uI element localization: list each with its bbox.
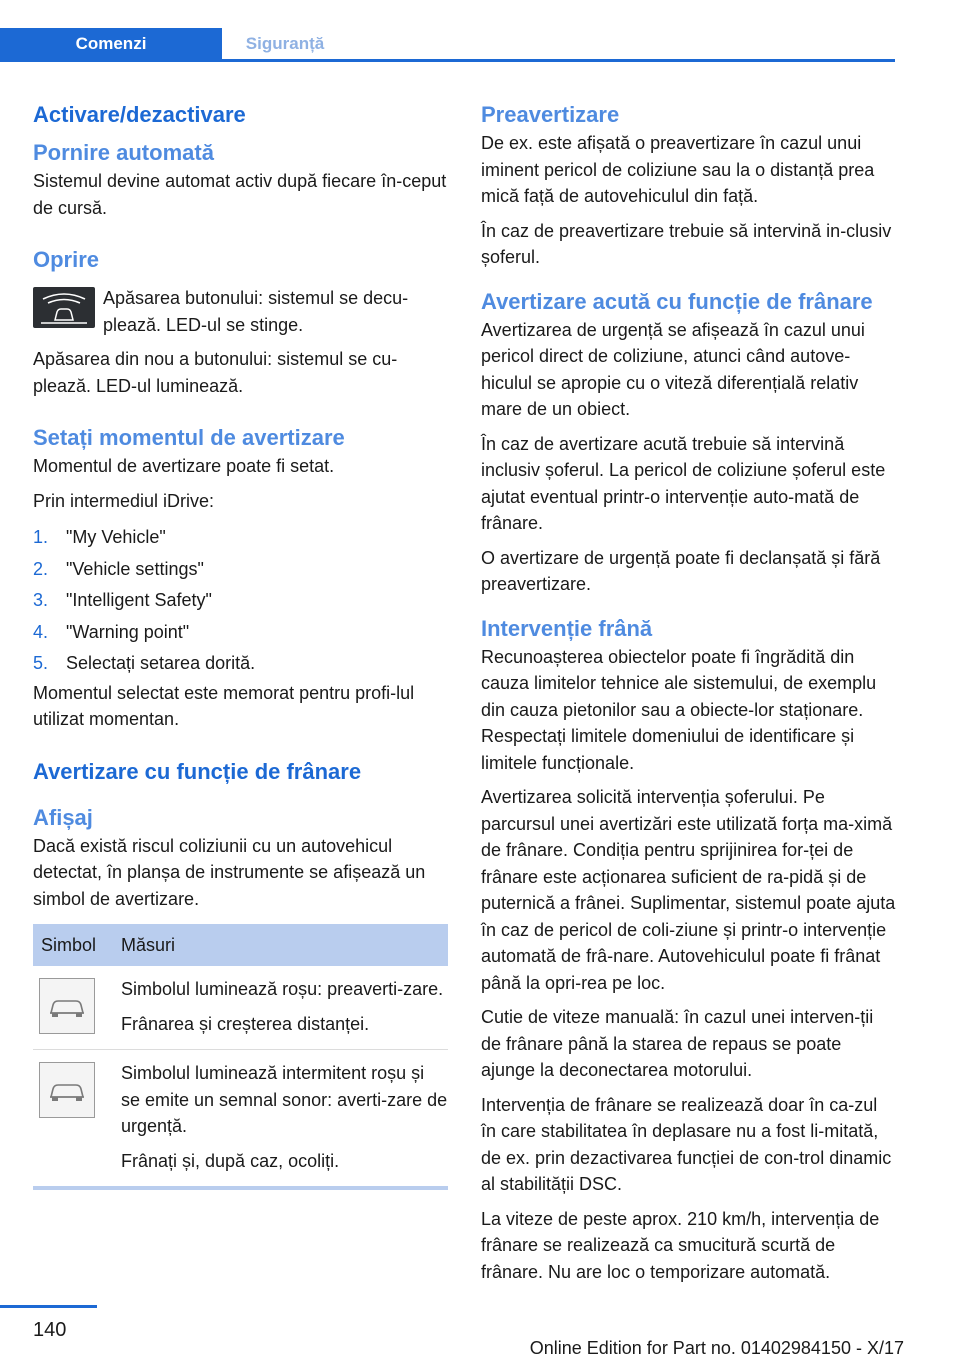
- collision-warning-button-icon: [33, 287, 95, 328]
- paragraph-oprire-2: Apăsarea din nou a butonului: sistemul se cu-plează. LED-ul luminează.: [33, 349, 398, 396]
- tab-siguranta[interactable]: Siguranță: [245, 34, 325, 53]
- paragraph-pre-1: De ex. este afișată o preavertizare în cazul unui iminent pericol de coliziune sau la o distanță prea mică față de autovehiculul din față.: [481, 133, 875, 206]
- heading-afisaj: Afișaj: [33, 804, 93, 830]
- section-tab-bar: [0, 28, 895, 62]
- table-cell-text: Simbolul luminează intermitent roșu și se emite un semnal sonor: averti-zare de urgență.: [121, 1063, 448, 1136]
- paragraph-int-5: La viteze de peste aprox. 210 km/h, intervenția de frânare se realizează ca smucitură scurtă de frânare. Nu are loc o temporizare automată.: [481, 1208, 880, 1282]
- table-cell-text: Frânarea și creșterea distanței.: [121, 1013, 370, 1034]
- button-instruction: [33, 285, 448, 338]
- edition-note: Online Edition for Part no. 01402984150 - X/17: [529, 1338, 904, 1358]
- car-warning-icon: [39, 1062, 95, 1118]
- list-item: 5. Selectați setarea dorită.: [33, 653, 256, 673]
- heading-avertizare-franare: Avertizare cu funcție de frânare: [33, 758, 362, 784]
- heading-setati: Setați momentul de avertizare: [33, 425, 345, 450]
- table-header-masuri: Măsuri: [121, 924, 448, 966]
- paragraph-oprire-1: Apăsarea butonului: sistemul se decu-plează. LED-ul se stinge.: [103, 288, 409, 335]
- table-header-simbol: Simbol: [33, 924, 121, 966]
- table-row: [33, 966, 448, 1050]
- paragraph-int-3: Cutie de viteze manuală: în cazul unei interven-ții de frânare până la starea de repaus se poate ajunge la deconectarea motorului.: [481, 1007, 874, 1080]
- paragraph-setati-2: Prin intermediul iDrive:: [33, 490, 215, 511]
- paragraph-afisaj: Dacă există riscul coliziunii cu un autovehicul detectat, în planșa de instrumente se afișează un simbol de avertizare.: [33, 835, 426, 909]
- paragraph-setati-1: Momentul de avertizare poate fi setat.: [33, 456, 335, 476]
- table-row: [33, 1050, 448, 1189]
- list-item: 3. "Intelligent Safety": [33, 590, 212, 610]
- page-number: 140: [33, 1319, 67, 1341]
- paragraph-pre-2: În caz de preavertizare trebuie să intervină in-clusiv șoferul.: [481, 220, 892, 267]
- paragraph-memorat: Momentul selectat este memorat pentru profi-lul utilizat momentan.: [33, 682, 415, 729]
- right-column: [481, 100, 896, 1285]
- list-item: 2. "Vehicle settings": [33, 558, 204, 579]
- paragraph-int-1: Recunoașterea obiectelor poate fi îngrădită din cauza limitelor tehnice ale sistemului, de exemplu din cauza pietonilor sau a obiecte-lor staționare. Respectați limitele domeniului de identificare și limitele funcționale.: [481, 646, 877, 773]
- tab-comenzi[interactable]: Comenzi: [0, 28, 222, 59]
- heading-pornire: Pornire automată: [33, 140, 214, 165]
- paragraph-int-2: Avertizarea solicită intervenția șoferului. Pe parcursul unei avertizări este utilizată forța ma-ximă de frânare. Condiția pentru sprijinirea for-ței de frânare este acționarea suficient de ra-pidă și de puternică a frânei. Suplimentar, sistemul poate ajuta în caz de pericol de coli-ziune și printr-o intervenție automată de frâ-nare. Autovehiculul poate fi frânat până la opri-rea pe loc.: [481, 787, 896, 993]
- paragraph-int-4: Intervenția de frânare se realizează doar în ca-zul în care stabilitatea în deplasare nu a fost li-mitată, de ex. prin dezactivarea funcției de con-trol dinamic al stabilității DSC.: [481, 1094, 892, 1194]
- table-cell-text: Simbolul luminează roșu: preaverti-zare.: [121, 979, 444, 999]
- car-warning-icon: [39, 978, 95, 1034]
- paragraph-acuta-1: Avertizarea de urgență se afișează în cazul unui pericol direct de coliziune, atunci când autove-hiculul se apropie cu o viteză diferențială relativ mare de un obiect.: [481, 319, 865, 419]
- idrive-steps-list: [33, 522, 448, 680]
- heading-avertizare-acuta: Avertizare acută cu funcție de frânare: [481, 288, 873, 314]
- footer-rule: [0, 1305, 97, 1308]
- paragraph-acuta-3: O avertizare de urgență poate fi declanșată și fără preavertizare.: [481, 547, 881, 594]
- table-cell-text: Frânați și, după caz, ocoliți.: [121, 1150, 340, 1171]
- heading-oprire: Oprire: [33, 247, 100, 272]
- left-column: [33, 100, 448, 1190]
- heading-interventie: Intervenție frână: [481, 615, 653, 641]
- tab-bar-rule: [0, 59, 895, 62]
- heading-activare: Activare/dezactivare: [33, 102, 246, 127]
- list-item: 4. "Warning point": [33, 621, 190, 642]
- heading-preavertizare: Preavertizare: [481, 102, 620, 127]
- symbol-table: [33, 924, 448, 1190]
- paragraph-acuta-2: În caz de avertizare acută trebuie să intervină inclusiv șoferul. La pericol de coliziune șoferul este ajutat eventual printr-o intervenție auto-mată de frânare.: [481, 433, 886, 533]
- paragraph-pornire: Sistemul devine automat activ după fiecare în-ceput de cursă.: [33, 171, 447, 218]
- list-item: 1. "My Vehicle": [33, 527, 166, 547]
